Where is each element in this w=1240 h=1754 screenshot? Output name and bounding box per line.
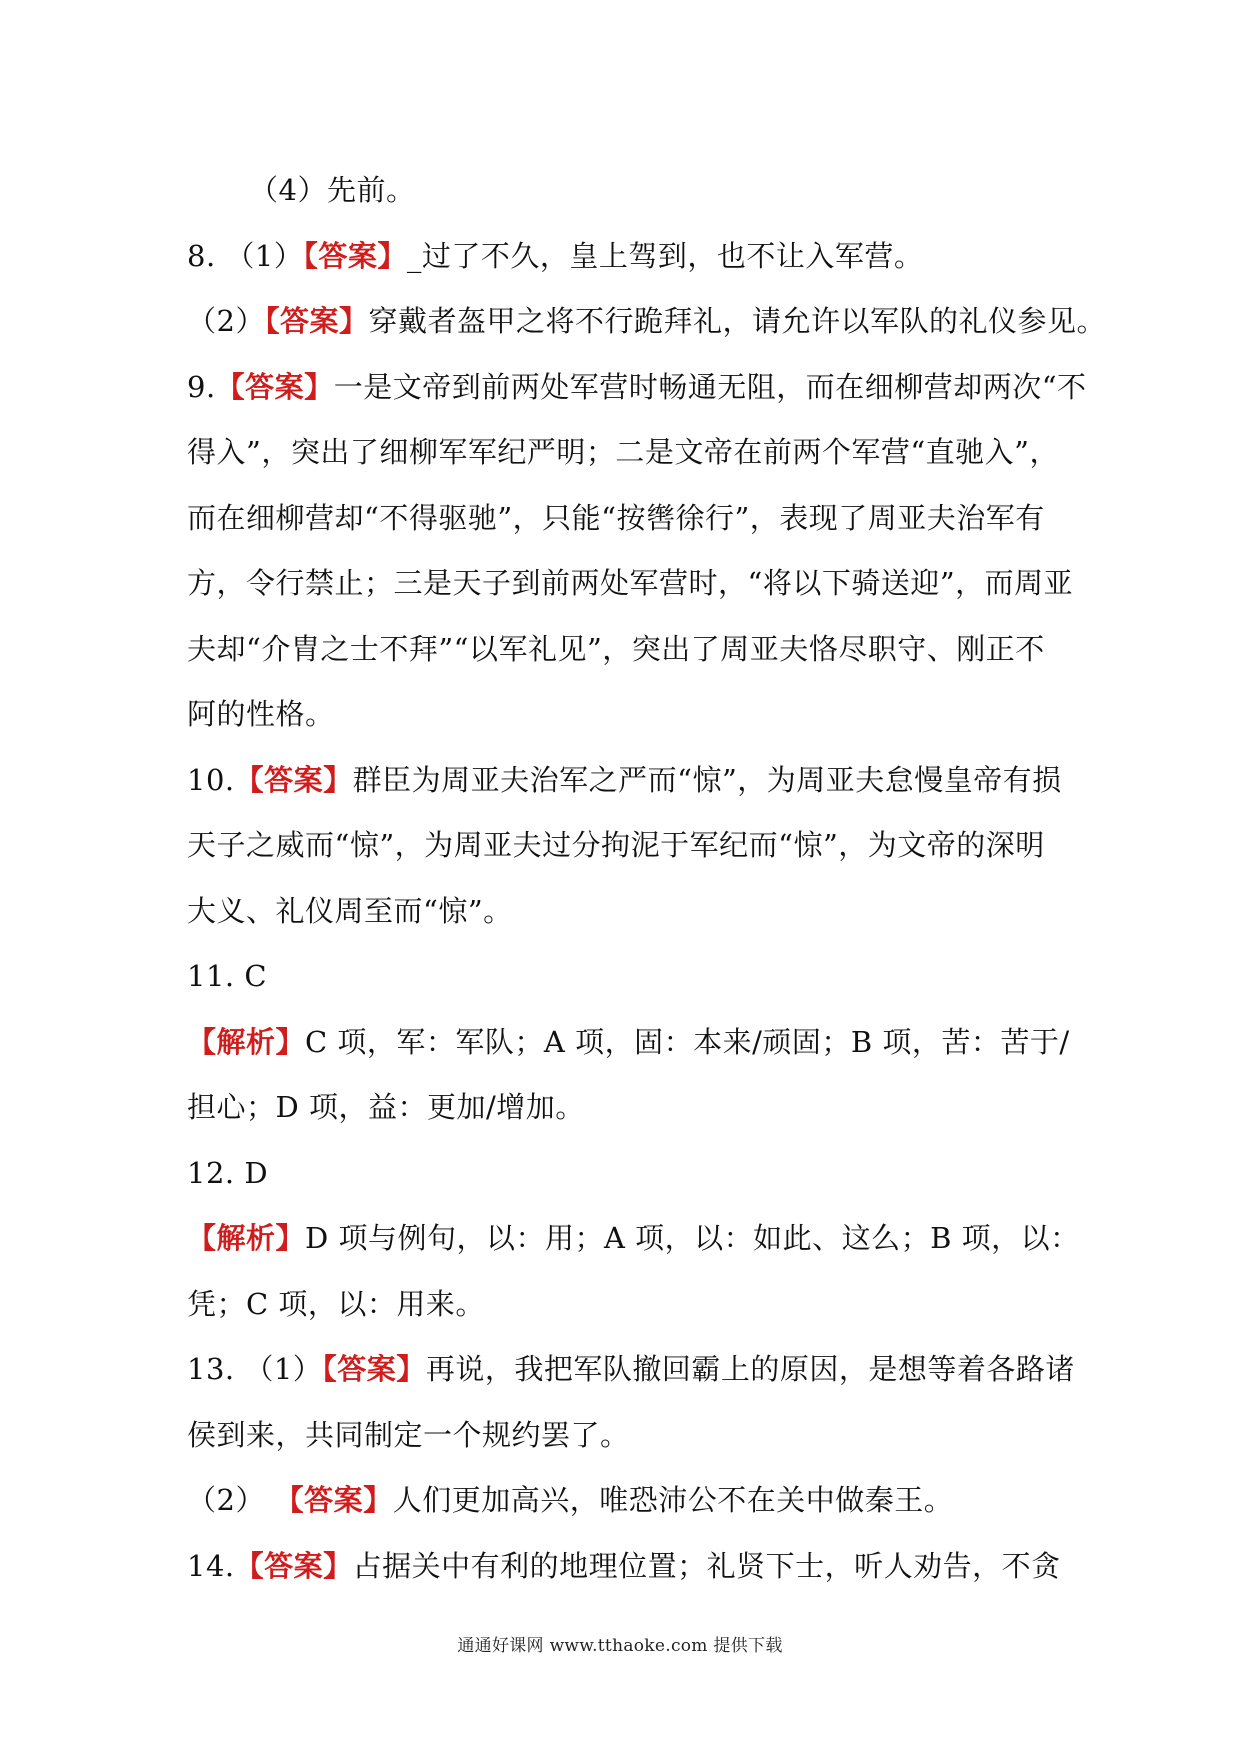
paragraph-line-first [187, 748, 1067, 814]
line-text: 占据关中有利的地理位置；礼贤下士，听人劝告，不贪 [352, 1548, 1061, 1583]
paragraph-line-first [187, 1206, 1080, 1272]
item-number: 13. （1） [187, 1352, 323, 1386]
item-number: 11. [187, 959, 235, 993]
footer-source: 通通好课网 www.tthaoke.com 提供下载 [457, 1636, 783, 1656]
line-text: C 项，军：军队；A 项，固：本来/顽固；B 项，苦：苦于/ [305, 1024, 1070, 1059]
paragraph-line [187, 486, 1067, 552]
line-text: 阿的性格。 [187, 697, 335, 731]
item-number: 12. [187, 1155, 235, 1190]
line-text: C [234, 959, 268, 993]
line-text: 担心；D 项，益：更加/增加。 [187, 1090, 585, 1124]
line-text: 侯到来，共同制定一个规约罢了。 [187, 1417, 630, 1452]
item-number: 9. [187, 369, 216, 404]
paragraph-line-first [187, 1141, 1067, 1207]
paragraph-line [187, 879, 1067, 945]
line-text: 群臣为周亚夫治军之严而“惊”，为周亚夫怠慢皇帝有损 [352, 762, 1062, 797]
line-text: 再说，我把军队撤回霸上的原因，是想等着各路诸 [425, 1352, 1075, 1386]
answer-tag: 【解析】 [187, 1221, 306, 1255]
item-number: 10. [187, 762, 235, 797]
item-number: （2） [187, 304, 265, 338]
answer-tag: 【答案】 [264, 304, 369, 338]
paragraph-line [187, 617, 1067, 683]
paragraph-line-first [187, 1010, 1070, 1076]
paragraph-line [187, 813, 1067, 879]
paragraph-line [187, 420, 1067, 486]
paragraph-line-first [187, 224, 1067, 290]
answer-tag: 【答案】 [303, 238, 407, 273]
line-text: （4）先前。 [249, 173, 416, 207]
paragraph-line-first [187, 944, 1067, 1010]
item-number: 14. [187, 1548, 235, 1583]
answer-tag: 【答案】 [322, 1352, 426, 1386]
line-text: _过了不久，皇上驾到，也不让入军营。 [406, 238, 924, 273]
line-text: 穿戴者盔甲之将不行跪拜礼，请允许以军队的礼仪参见。 [368, 304, 1106, 338]
paragraph-line [187, 1075, 1067, 1141]
answer-tag: 【答案】 [234, 1548, 353, 1583]
item-number: 8. （1） [187, 238, 304, 273]
line-text: 天子之威而“惊”，为周亚夫过分拘泥于军纪而“惊”，为文帝的深明 [187, 828, 1045, 862]
paragraph-line-first [187, 289, 1106, 355]
paragraph-line [187, 551, 1074, 617]
answer-key-body [187, 158, 1106, 1599]
line-text: 得入”，突出了细柳军军纪严明；二是文帝在前两个军营“直驰入”， [187, 435, 1059, 469]
item-number: （2） [187, 1483, 275, 1517]
paragraph-line-first [187, 158, 1067, 224]
paragraph-line [187, 1403, 1067, 1469]
answer-tag: 【答案】 [215, 369, 334, 404]
paragraph-line-first [187, 355, 1087, 421]
answer-tag: 【答案】 [274, 1483, 393, 1517]
paragraph-line [187, 682, 1067, 748]
answer-tag: 【答案】 [234, 762, 353, 797]
line-text: 大义、礼仪周至而“惊”。 [187, 893, 513, 928]
line-text: D [234, 1155, 269, 1190]
paragraph-line [187, 1272, 1067, 1338]
paragraph-line-first [187, 1337, 1075, 1403]
line-text: 人们更加高兴，唯恐沛公不在关中做秦王。 [392, 1483, 954, 1517]
line-text: 而在细柳营却“不得驱驰”，只能“按辔徐行”，表现了周亚夫治军有 [187, 500, 1045, 535]
line-text: 夫却“介胄之士不拜”“以军礼见”，突出了周亚夫恪尽职守、刚正不 [187, 631, 1045, 666]
paragraph-line-first [187, 1468, 1067, 1534]
answer-tag: 【解析】 [187, 1024, 306, 1059]
line-text: 凭；C 项，以：用来。 [187, 1286, 485, 1321]
line-text: 方，令行禁止；三是天子到前两处军营时，“将以下骑送迎”，而周亚 [187, 566, 1074, 600]
line-text: D 项与例句，以：用；A 项，以：如此、这么；B 项，以： [305, 1221, 1080, 1255]
paragraph-line-first [187, 1534, 1067, 1600]
line-text: 一是文帝到前两处军营时畅通无阻，而在细柳营却两次“不 [333, 369, 1087, 404]
